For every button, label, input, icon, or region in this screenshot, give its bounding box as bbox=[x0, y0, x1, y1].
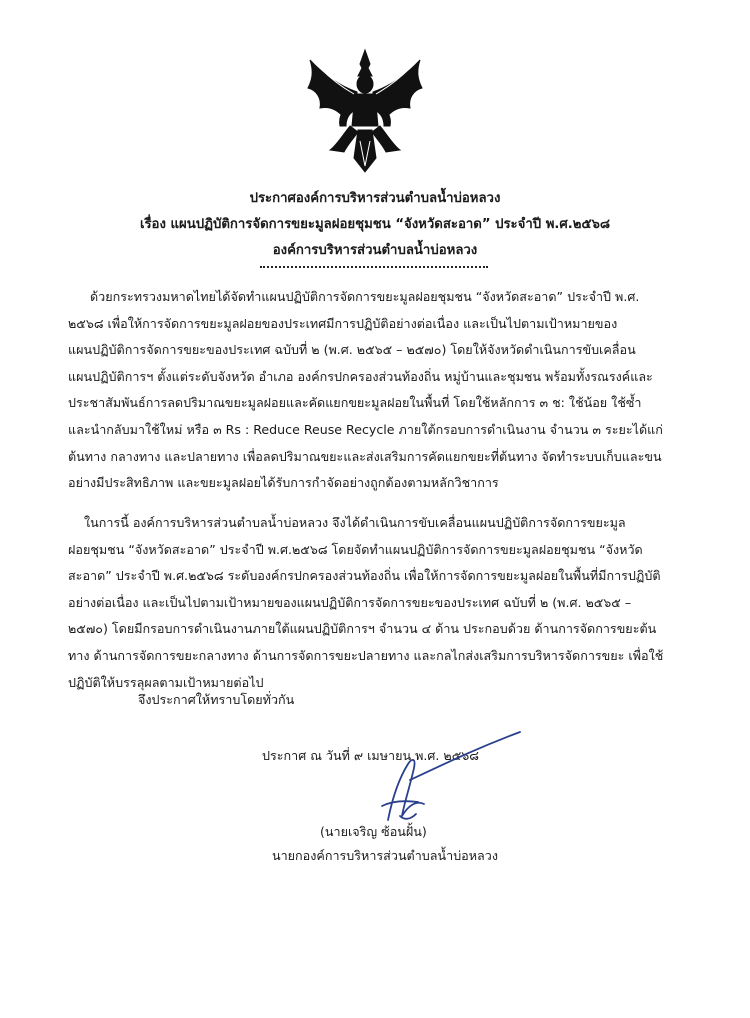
paragraph-line: อย่างมีประสิทธิภาพ และขยะมูลฝอยได้รับการกำจัดอย่างถูกต้องตามหลักวิชาการ bbox=[68, 475, 499, 491]
announcement-date: ประกาศ ณ วันที่ ๙ เมษายน พ.ศ. ๒๕๖๘ bbox=[262, 748, 479, 763]
paragraph-1 bbox=[68, 284, 688, 497]
header-divider bbox=[260, 258, 488, 268]
paragraph-line: ๒๕๖๘ เพื่อให้การจัดการขยะมูลฝอยของประเทศมีการปฏิบัติอย่างต่อเนื่อง และเป็นไปตามเป้าหมายของ bbox=[68, 315, 618, 331]
header-issuer: องค์การบริหารส่วนตำบลน้ำบ่อหลวง bbox=[272, 243, 478, 258]
paragraph-line: ประชาสัมพันธ์การลดปริมาณขยะมูลฝอยและคัดแยกขยะมูลฝอยในพื้นที่ โดยใช้หลักการ ๓ ช: ใช้น้อย ใช้ซ้ำ bbox=[68, 395, 642, 411]
paragraph-line: ฝอยชุมชน “จังหวัดสะอาด” ประจำปี พ.ศ.๒๕๖๘ โดยจัดทำแผนปฏิบัติการจัดการขยะมูลฝอยชุมชน “จังหวัด bbox=[68, 541, 643, 557]
header-subject: เรื่อง แผนปฏิบัติการจัดการขยะมูลฝอยชุมชน “จังหวัดสะอาด” ประจำปี พ.ศ.๒๕๖๘ bbox=[139, 217, 611, 232]
signer-title: นายกองค์การบริหารส่วนตำบลน้ำบ่อหลวง bbox=[272, 848, 498, 863]
paragraph-line: และนำกลับมาใช้ใหม่ หรือ ๓ Rs : Reduce Reuse Recycle ภายใต้กรอบการดำเนินงาน จำนวน ๓ ระยะได้แก่ bbox=[68, 421, 663, 437]
paragraph-line: ต้นทาง กลางทาง และปลายทาง เพื่อลดปริมาณขยะและส่งเสริมการคัดแยกขยะที่ต้นทาง จัดทำระบบเก็บและขน bbox=[68, 448, 662, 464]
paragraph-line: ในการนี้ องค์การบริหารส่วนตำบลน้ำบ่อหลวง จึงได้ดำเนินการขับเคลื่อนแผนปฏิบัติการจัดการขยะมูล bbox=[84, 515, 626, 530]
paragraph-line: ด้วยกระทรวงมหาดไทยได้จัดทำแผนปฏิบัติการจัดการขยะมูลฝอยชุมชน “จังหวัดสะอาด” ประจำปี พ.ศ. bbox=[90, 289, 640, 304]
paragraph-line: ทาง ด้านการจัดการขยะกลางทาง ด้านการจัดการขยะปลายทาง และกลไกส่งเสริมการบริหารจัดการขยะ เพื่อใช้ bbox=[68, 647, 664, 663]
paragraph-line: สะอาด” ประจำปี พ.ศ.๒๕๖๘ ระดับองค์กรปกครองส่วนท้องถิ่น เพื่อให้การจัดการขยะมูลฝอยในพื้นที่มีการปฏิบัติ bbox=[68, 568, 661, 584]
paragraph-line: แผนปฏิบัติการจัดการขยะของประเทศ ฉบับที่ ๒ (พ.ศ. ๒๕๖๕ – ๒๕๗๐) โดยให้จังหวัดดำเนินการขับเคลื่อน bbox=[68, 342, 636, 358]
announcement-line: จึงประกาศให้ทราบโดยทั่วกัน bbox=[138, 692, 295, 707]
paragraph-line: ๒๕๗๐) โดยมีกรอบการดำเนินงานภายใต้แผนปฏิบัติการฯ จำนวน ๔ ด้าน ประกอบด้วย ด้านการจัดการขยะต้น bbox=[68, 621, 657, 637]
paragraph-line: อย่างต่อเนื่อง และเป็นไปตามเป้าหมายของแผนปฏิบัติการจัดการขยะของประเทศ ฉบับที่ ๒ (พ.ศ. ๒๕๖๕ – bbox=[68, 594, 632, 610]
paragraph-line: ปฏิบัติให้บรรลุผลตามเป้าหมายต่อไป bbox=[68, 674, 264, 690]
paragraph-2 bbox=[68, 510, 688, 696]
garuda-emblem-icon bbox=[300, 46, 430, 176]
signer-name: (นายเจริญ ซ้อนฝั้น) bbox=[320, 824, 427, 839]
header-title: ประกาศองค์การบริหารส่วนตำบลน้ำบ่อหลวง bbox=[249, 191, 501, 206]
paragraph-line: แผนปฏิบัติการฯ ตั้งแต่ระดับจังหวัด อำเภอ องค์กรปกครองส่วนท้องถิ่น หมู่บ้านและชุมชน พร้อมทั้งรณรงค์และ bbox=[68, 368, 653, 384]
document-header bbox=[40, 186, 710, 264]
